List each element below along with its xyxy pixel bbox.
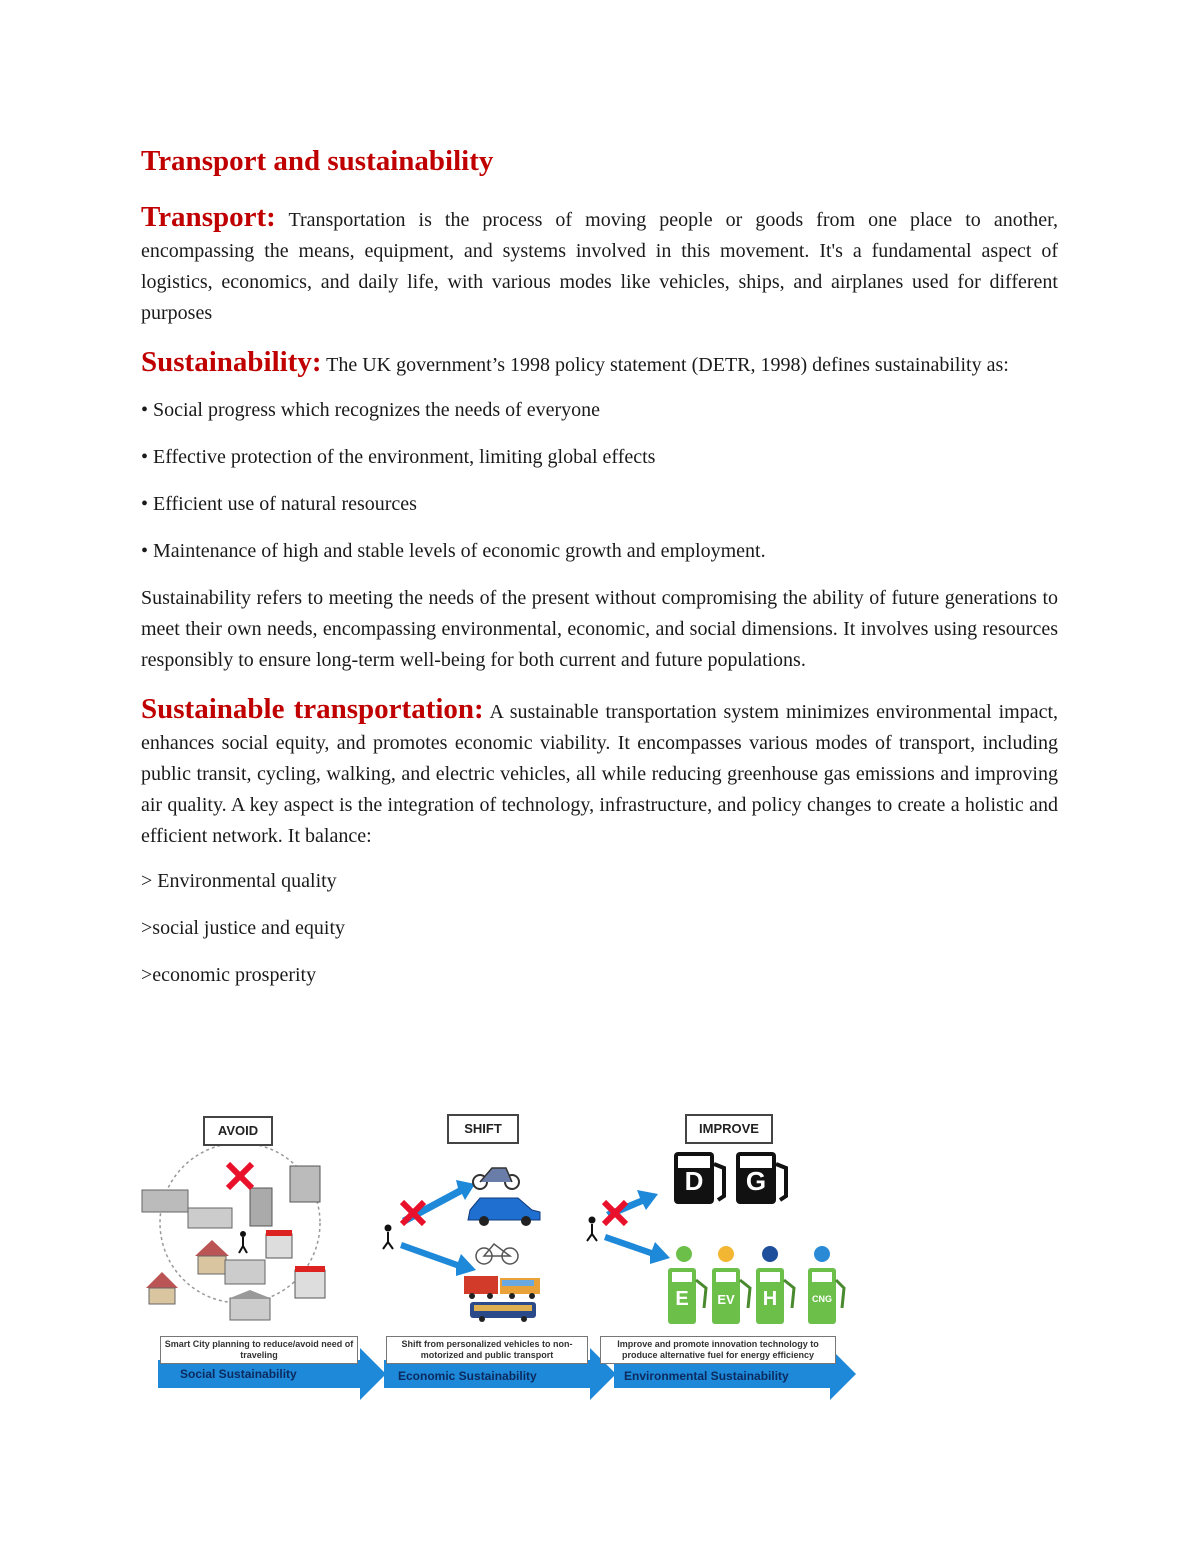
arrow-down-icon xyxy=(400,1242,476,1276)
green-charging-stations xyxy=(668,1246,844,1324)
walking-person-icon xyxy=(383,1225,393,1250)
environmental-sustainability-label: Environmental Sustainability xyxy=(624,1369,789,1383)
pump-letter-cng: CNG xyxy=(812,1294,832,1304)
shift-caption: Shift from personalized vehicles to non-motorized and public transport xyxy=(386,1336,588,1364)
bicycle-icon xyxy=(476,1244,518,1264)
walking-person-icon xyxy=(587,1217,597,1242)
pump-letter-e: E xyxy=(675,1288,689,1310)
sustainable-transport-label: Sustainable transportation: xyxy=(141,693,484,725)
pump-letter-h: H xyxy=(762,1288,778,1310)
bullet-item: • Maintenance of high and stable levels of economic growth and employment. xyxy=(141,540,766,562)
pump-letter-d: D xyxy=(684,1166,704,1196)
document-page xyxy=(141,140,1058,1007)
arrow-down-icon xyxy=(604,1234,670,1264)
social-sustainability-label: Social Sustainability xyxy=(180,1367,297,1381)
improve-tag: IMPROVE xyxy=(685,1114,773,1144)
pump-letter-g: G xyxy=(745,1166,767,1196)
bullet-item: • Efficient use of natural resources xyxy=(141,493,417,515)
motorcycle-icon xyxy=(473,1168,519,1189)
sustainability-label: Sustainability: xyxy=(141,346,322,378)
sustainability-paragraph xyxy=(141,347,1058,381)
sustainable-transport-paragraph xyxy=(141,694,1058,852)
car-icon xyxy=(468,1198,540,1226)
shift-tag: SHIFT xyxy=(447,1114,519,1144)
improve-caption: Improve and promote innovation technology to produce alternative fuel for energy efficiency xyxy=(600,1336,836,1364)
balance-item: >social justice and equity xyxy=(141,917,346,939)
train-icon xyxy=(464,1276,540,1299)
sustainability-definition: Sustainability refers to meeting the needs of the present without compromising the ability of future generations to meet their own needs, encompassing environmental, economic, and social dimensions. It involves using resources responsibly to ensure long-term well-being for both current and future populations. xyxy=(141,587,1058,671)
bus-icon xyxy=(470,1302,536,1322)
avoid-tag: AVOID xyxy=(203,1116,273,1146)
sustainability-intro: The UK government’s 1998 policy statement (DETR, 1998) defines sustainability as: xyxy=(321,354,1009,376)
arrow-up-icon xyxy=(402,1180,475,1224)
page-title: Transport and sustainability xyxy=(141,145,494,177)
transport-label: Transport: xyxy=(141,201,276,233)
economic-sustainability-label: Economic Sustainability xyxy=(398,1369,537,1383)
avoid-caption: Smart City planning to reduce/avoid need of traveling xyxy=(160,1336,358,1364)
avoid-shift-improve-figure xyxy=(140,1108,860,1408)
balance-item: > Environmental quality xyxy=(141,870,337,892)
transport-paragraph xyxy=(141,202,1058,329)
bullet-item: • Social progress which recognizes the needs of everyone xyxy=(141,399,601,421)
pump-letter-ev: EV xyxy=(717,1292,735,1307)
transport-text: Transportation is the process of moving people or goods from one place to another, encompassing the means, equipment, and systems involved in this movement. It's a fundamental aspect of logistics, economics, and daily life, with various modes like vehicles, ships, and airplanes used for different purposes xyxy=(141,209,1058,324)
bullet-item: • Effective protection of the environment, limiting global effects xyxy=(141,446,656,468)
sustainable-transport-text: A sustainable transportation system minimizes environmental impact, enhances social equity, and promotes economic viability. It encompasses various modes of transport, including public transit, cycling, walking, and electric vehicles, all while reducing greenhouse gas emissions and improving air quality. A key aspect is the integration of technology, infrastructure, and policy changes to create a holistic and efficient network. It balance: xyxy=(141,701,1058,847)
balance-item: >economic prosperity xyxy=(141,964,317,986)
cross-icon xyxy=(228,1164,252,1188)
